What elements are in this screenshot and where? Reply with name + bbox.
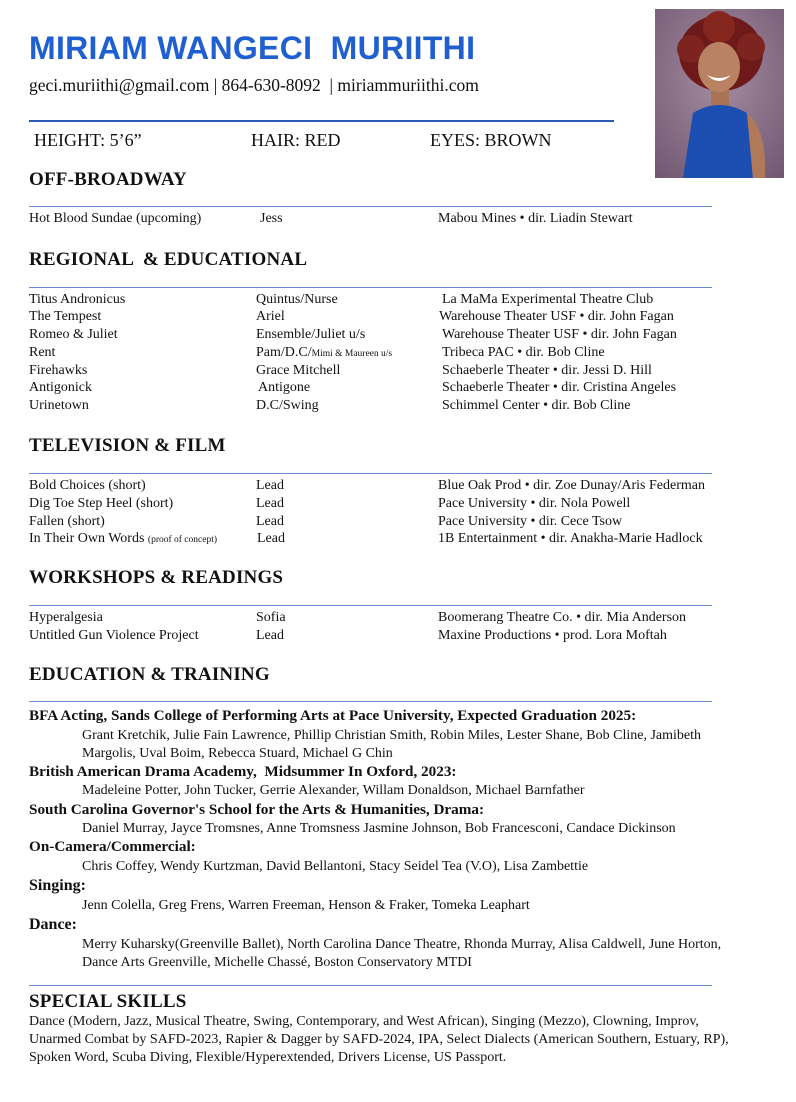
role: Ensemble/Juliet u/s xyxy=(256,327,366,342)
credit-row xyxy=(29,478,705,495)
company: Warehouse Theater USF • dir. John Fagan xyxy=(439,309,674,324)
show-title: Antigonick xyxy=(29,380,92,395)
section-divider xyxy=(29,605,712,606)
role: Lead xyxy=(257,531,285,546)
education-instructors: Jenn Colella, Greg Frens, Warren Freeman, Henson & Fraker, Tomeka Leaphart xyxy=(82,898,530,913)
section-title-workshops: WORKSHOPS & READINGS xyxy=(29,567,284,588)
section-title-skills: SPECIAL SKILLS xyxy=(29,991,187,1012)
company: Blue Oak Prod • dir. Zoe Dunay/Aris Federman xyxy=(438,478,705,493)
show-title xyxy=(29,531,217,547)
company: Warehouse Theater USF • dir. John Fagan xyxy=(442,327,677,342)
show-title: Untitled Gun Violence Project xyxy=(29,628,199,643)
section-divider xyxy=(29,701,712,702)
credit-row xyxy=(29,363,652,380)
company: Boomerang Theatre Co. • dir. Mia Anderson xyxy=(438,610,687,625)
company: Schaeberle Theater • dir. Jessi D. Hill xyxy=(442,363,652,378)
role: Lead xyxy=(256,514,284,529)
role: Sofia xyxy=(256,610,286,625)
role: Lead xyxy=(256,628,284,643)
education-heading: On-Camera/Commercial: xyxy=(29,838,196,855)
company: La MaMa Experimental Theatre Club xyxy=(442,292,654,307)
education-heading: BFA Acting, Sands College of Performing Arts at Pace University, Expected Graduation 2025: xyxy=(29,707,637,724)
section-title-tv-film: TELEVISION & FILM xyxy=(29,435,226,456)
credit-row xyxy=(29,309,674,326)
actor-name: MIRIAM WANGECI MURIITHI xyxy=(29,30,476,66)
education-heading: South Carolina Governor's School for the Arts & Humanities, Drama: xyxy=(29,801,485,818)
company: Mabou Mines • dir. Liadin Stewart xyxy=(438,211,633,226)
credit-row xyxy=(29,327,677,344)
role: D.C/Swing xyxy=(256,398,319,413)
role: Quintus/Nurse xyxy=(256,292,338,307)
education-instructors: Chris Coffey, Wendy Kurtzman, David Bellantoni, Stacy Seidel Tea (V.O), Lisa Zambettie xyxy=(82,859,589,874)
contact-line: geci.muriithi@gmail.com | 864-630-8092 | miriammuriithi.com xyxy=(29,75,479,95)
section-divider xyxy=(29,287,712,288)
role-main: Pam/D.C/ xyxy=(256,345,312,360)
show-title: Dig Toe Step Heel (short) xyxy=(29,496,174,511)
role: Jess xyxy=(260,211,283,226)
company: Tribeca PAC • dir. Bob Cline xyxy=(442,345,605,360)
section-title-regional: REGIONAL & EDUCATIONAL xyxy=(29,249,308,270)
hair-stat: HAIR: RED xyxy=(251,130,341,150)
show-note: (proof of concept) xyxy=(147,535,218,545)
credit-row xyxy=(29,380,677,397)
role: Lead xyxy=(256,496,284,511)
show-title: Romeo & Juliet xyxy=(29,327,118,342)
credit-row xyxy=(29,496,631,513)
headshot-photo xyxy=(655,9,784,178)
company: Schaeberle Theater • dir. Cristina Angeles xyxy=(442,380,677,395)
credit-row xyxy=(29,610,687,627)
education-heading: Dance: xyxy=(29,916,77,933)
show-main: In Their Own Words xyxy=(29,531,148,546)
role-note: Mimi & Maureen u/s xyxy=(311,349,393,359)
height-stat: HEIGHT: 5’6” xyxy=(34,130,142,150)
role xyxy=(256,345,392,361)
role: Ariel xyxy=(256,309,285,324)
section-divider xyxy=(29,985,712,986)
company: Maxine Productions • prod. Lora Moftah xyxy=(438,628,667,643)
credit-row xyxy=(29,398,631,415)
education-instructors: Merry Kuharsky(Greenville Ballet), North Carolina Dance Theatre, Rhonda Murray, Alisa Caldwell, June Horton, Dance Arts Greenville, Michelle Chassé, Boston Conservatory MTDI xyxy=(82,937,722,970)
show-title: Titus Andronicus xyxy=(29,292,126,307)
credit-row xyxy=(29,531,703,548)
show-title: Urinetown xyxy=(29,398,89,413)
show-title: Bold Choices (short) xyxy=(29,478,146,493)
credit-row xyxy=(29,628,667,645)
show-title: Fallen (short) xyxy=(29,514,105,529)
company: Pace University • dir. Cece Tsow xyxy=(438,514,623,529)
credit-row xyxy=(29,211,633,228)
header-divider xyxy=(29,120,614,122)
credit-row xyxy=(29,292,654,309)
education-instructors: Grant Kretchik, Julie Fain Lawrence, Phillip Christian Smith, Robin Miles, Lester Shane, Bob Cline, Jamibeth Margolis, Uval Boim, Rebecca Stuard, Michael G Chin xyxy=(82,728,702,761)
role: Grace Mitchell xyxy=(256,363,341,378)
credit-row xyxy=(29,345,605,362)
company: Pace University • dir. Nola Powell xyxy=(438,496,631,511)
show-title: Hot Blood Sundae (upcoming) xyxy=(29,211,202,226)
company: 1B Entertainment • dir. Anakha-Marie Hadlock xyxy=(438,531,703,546)
eyes-stat: EYES: BROWN xyxy=(430,130,552,150)
education-instructors: Daniel Murray, Jayce Tromsnes, Anne Tromsness Jasmine Johnson, Bob Francesconi, Candace Dickinson xyxy=(82,821,676,836)
company: Schimmel Center • dir. Bob Cline xyxy=(442,398,631,413)
show-title: The Tempest xyxy=(29,309,102,324)
education-heading: British American Drama Academy, Midsummer In Oxford, 2023: xyxy=(29,763,457,780)
show-title: Firehawks xyxy=(29,363,88,378)
section-title-education: EDUCATION & TRAINING xyxy=(29,664,270,685)
role: Lead xyxy=(256,478,284,493)
credit-row xyxy=(29,514,623,531)
role: Antigone xyxy=(258,380,311,395)
section-divider xyxy=(29,206,712,207)
section-divider xyxy=(29,473,712,474)
section-title-off-broadway: OFF-BROADWAY xyxy=(29,169,187,190)
show-title: Rent xyxy=(29,345,56,360)
education-instructors: Madeleine Potter, John Tucker, Gerrie Alexander, Willam Donaldson, Michael Barnfather xyxy=(82,783,585,798)
show-title: Hyperalgesia xyxy=(29,610,103,625)
education-heading: Singing: xyxy=(29,877,86,894)
special-skills-text: Dance (Modern, Jazz, Musical Theatre, Swing, Contemporary, and West African), Singing (Mezzo), Clowning, Improv, Unarmed Combat by SAFD-2023, Rapier & Dagger by SAFD-2024, IPA, Select Dialects (American Southern, Estuary, RP), Spoken Word, Scuba Diving, Flexible/Hyperextended, Drivers License, US Passport. xyxy=(29,1014,729,1065)
